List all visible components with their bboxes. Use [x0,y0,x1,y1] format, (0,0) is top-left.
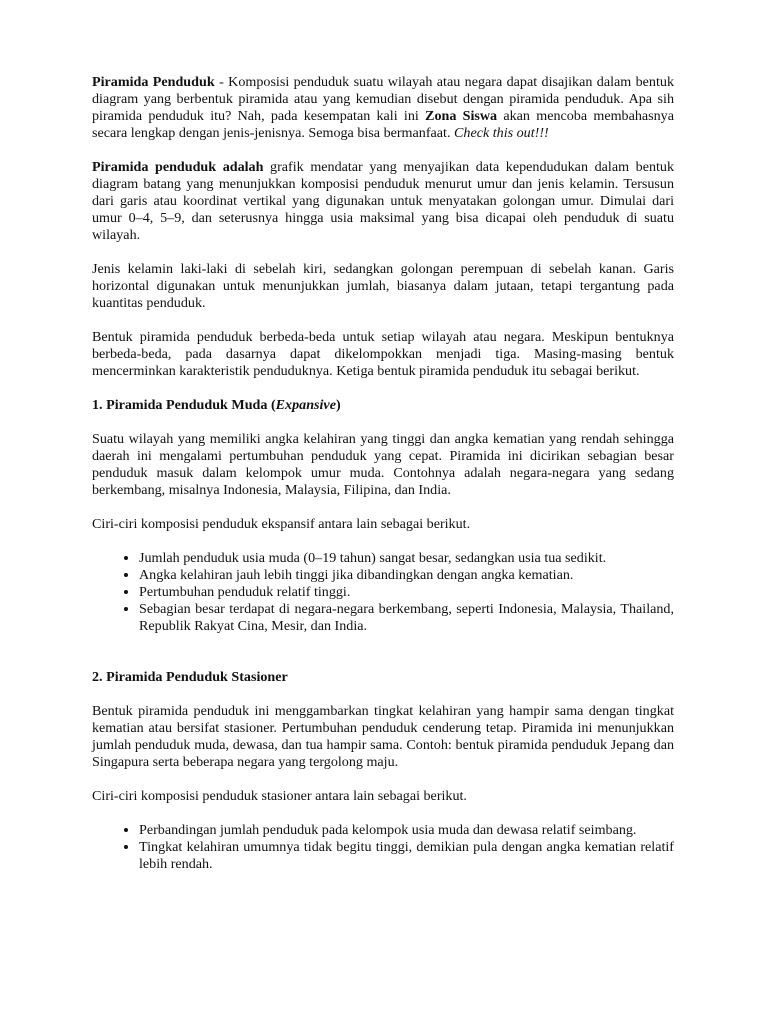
intro-text-1: - Komposisi penduduk suatu wilayah atau negara dapat disajikan dalam bentuk diagram yang berbentuk piramida atau yang kemudian disebut dengan piramida penduduk. Apa sih piramida penduduk itu? Nah, pada kesempatan kali ini [92,74,674,124]
definition-text: grafik mendatar yang menyajikan data kependudukan dalam bentuk diagram batang yang menunjukkan komposisi penduduk menurut umur dan jenis kelamin. Tersusun dari garis atau koordinat vertikal yang digunakan untuk menyatakan golongan umur. Dimulai dari umur 0–4, 5–9, dan seterusnya hingga usia maksimal yang bisa dicapai oleh penduduk di suatu wilayah. [92,159,674,243]
section-2-list [92,822,674,873]
list-item: • Jumlah penduduk usia muda (0–19 tahun) sangat besar, sedangkan usia tua sedikit. [139,550,674,567]
definition-paragraph [92,159,674,244]
list-item: • Tingkat kelahiran umumnya tidak begitu tinggi, demikian pula dengan angka kematian relatif lebih rendah. [139,839,674,873]
section-1-heading-prefix: 1. Piramida Penduduk Muda ( [92,397,276,413]
gender-paragraph: Jenis kelamin laki-laki di sebelah kiri, sedangkan golongan perempuan di sebelah kanan. Garis horizontal digunakan untuk menunjukkan jumlah, biasanya dalam jutaan, tetapi tergantung pada kuantitas penduduk. [92,261,674,311]
definition-bold: Piramida penduduk adalah [92,159,264,175]
shape-paragraph: Bentuk piramida penduduk berbeda-beda untuk setiap wilayah atau negara. Meskipun bentuknya berbeda-beda, pada dasarnya dapat dikelompokkan menjadi tiga. Masing-masing bentuk mencerminkan karakteristik penduduknya. Ketiga bentuk piramida penduduk itu sebagai berikut. [92,329,674,379]
section-1-heading [92,397,674,414]
section-2-list-intro: Ciri-ciri komposisi penduduk stasioner antara lain sebagai berikut. [92,788,467,804]
list-item: • Perbandingan jumlah penduduk pada kelompok usia muda dan dewasa relatif seimbang. [139,822,674,839]
intro-paragraph [92,74,674,142]
intro-brand: Zona Siswa [425,108,498,124]
section-1-heading-italic: Expansive [275,397,336,413]
intro-text-2: akan mencoba membahasnya secara lengkap dengan jenis-jenisnya. Semoga bisa bermanfaat. [92,108,674,141]
section-1-heading-suffix: ) [335,397,341,413]
intro-italic: Check this out!!! [454,125,549,141]
section-2-heading: 2. Piramida Penduduk Stasioner [92,669,288,685]
list-item: • Sebagian besar terdapat di negara-negara berkembang, seperti Indonesia, Malaysia, Thailand, Republik Rakyat Cina, Mesir, dan India. [139,601,674,635]
section-1-list [92,550,674,635]
section-1-list-intro: Ciri-ciri komposisi penduduk ekspansif antara lain sebagai berikut. [92,516,471,532]
section-2-paragraph: Bentuk piramida penduduk ini menggambarkan tingkat kelahiran yang hampir sama dengan tingkat kematian atau bersifat stasioner. Pertumbuhan penduduk cenderung tetap. Piramida ini menunjukkan jumlah penduduk muda, dewasa, dan tua hampir sama. Contoh: bentuk piramida penduduk Jepang dan Singapura serta beberapa negara yang tergolong maju. [92,703,674,770]
section-1-paragraph: Suatu wilayah yang memiliki angka kelahiran yang tinggi dan angka kematian yang rendah sehingga daerah ini mengalami pertumbuhan penduduk yang cepat. Piramida ini dicirikan sebagian besar penduduk masuk dalam kelompok umur muda. Contohnya adalah negara-negara yang sedang berkembang, misalnya Indonesia, Malaysia, Filipina, dan India. [92,431,674,498]
list-item: • Angka kelahiran jauh lebih tinggi jika dibandingkan dengan angka kematian. [139,567,674,584]
list-item: • Pertumbuhan penduduk relatif tinggi. [139,584,674,601]
intro-title: Piramida Penduduk [92,74,215,90]
